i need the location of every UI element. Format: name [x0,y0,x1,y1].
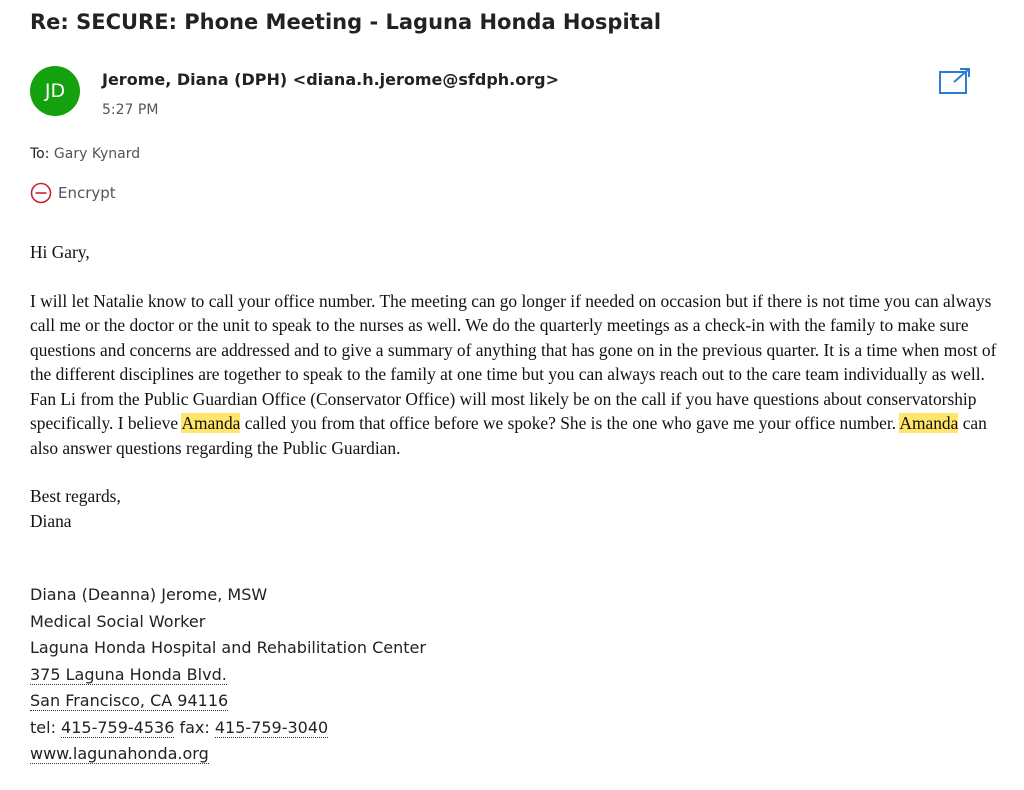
signature-block [30,582,426,768]
body-text-part-1: I will let Natalie know to call your office number. The meeting can go longer if needed on occasion but if there is not time you can always call me or the doctor or the unit to speak to the nurses as well. We do the quarterly meetings as a check-in with the family to make sure questions and concerns are addressed and to give a summary of anything that has gone on in the previous quarter. It is a time when most of the different disciplines are together to speak to the family at one time but you can always reach out to the care team individually as well. Fan Li from the Public Guardian Office (Conservator Office) will most likely be on the call if you have questions about conservatorship specifically. I believe [30,290,997,433]
tel-link[interactable]: 415-759-4536 [61,717,175,737]
recipients-line [30,146,140,162]
signature-org: Laguna Honda Hospital and Rehabilitation Center [30,638,426,657]
sent-time: 5:27 PM [102,102,159,118]
email-body [30,240,1005,533]
address-city-link[interactable]: San Francisco, CA 94116 [30,691,229,710]
avatar[interactable]: JD [30,66,80,116]
sender-line [102,70,559,89]
minus-circle-icon [30,182,52,204]
signature-name: Diana (Deanna) Jerome, MSW [30,585,268,604]
highlighted-name: Amanda [181,413,241,433]
phone-line [30,715,426,742]
encrypt-button[interactable] [30,182,116,204]
fax-label: fax: [174,717,215,737]
recipient-name[interactable]: Gary Kynard [53,146,141,162]
signature-title: Medical Social Worker [30,611,206,631]
popout-icon[interactable] [938,66,972,96]
body-paragraph [30,289,1005,461]
address-street-link[interactable]: 375 Laguna Honda Blvd. [30,664,227,684]
sender-name[interactable]: Jerome, Diana (DPH) [102,70,288,89]
highlighted-name: Amanda [899,413,959,433]
to-label: To: [30,146,50,162]
website-link[interactable]: www.lagunahonda.org [30,744,209,763]
closing-name: Diana [30,510,72,531]
fax-link[interactable]: 415-759-3040 [214,717,329,737]
email-subject: Re: SECURE: Phone Meeting - Laguna Honda Hospital [30,10,662,34]
greeting: Hi Gary, [30,242,90,262]
body-text-part-2: called you from that office before we spoke? She is the one who gave me your office number. [240,413,900,433]
encrypt-label: Encrypt [58,184,116,202]
closing: Best regards, [30,486,121,506]
tel-label: tel: [30,717,62,737]
sender-email[interactable]: <diana.h.jerome@sfdph.org> [292,70,559,89]
body-text-part-3: can also answer questions regarding the Public Guardian. [30,413,987,458]
